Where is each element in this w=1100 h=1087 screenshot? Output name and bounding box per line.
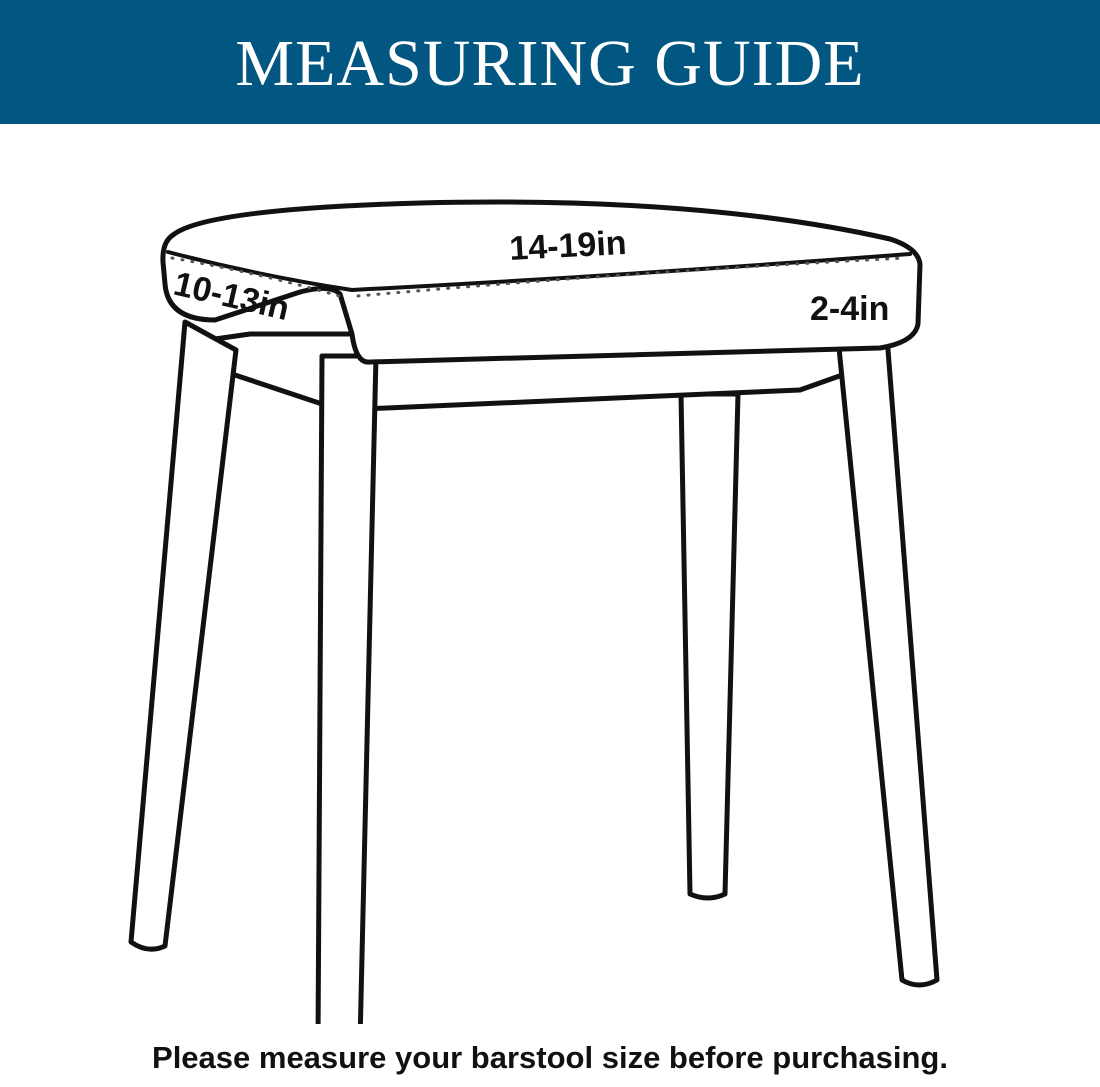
front-left-leg (131, 322, 236, 949)
height-label: 2-4in (810, 290, 890, 328)
purchase-note: Please measure your barstool size before purchasing. (152, 1040, 948, 1075)
width-label: 14-19in (508, 223, 628, 268)
guide-header (0, 0, 1100, 124)
front-middle-leg (318, 356, 376, 1024)
front-right-leg (838, 324, 937, 985)
barstool-illustration (0, 124, 1100, 1024)
barstool-diagram (0, 124, 1100, 1024)
back-right-leg (681, 394, 738, 898)
guide-title: MEASURING GUIDE (235, 27, 865, 100)
depth-label: 10-13in (170, 264, 293, 329)
